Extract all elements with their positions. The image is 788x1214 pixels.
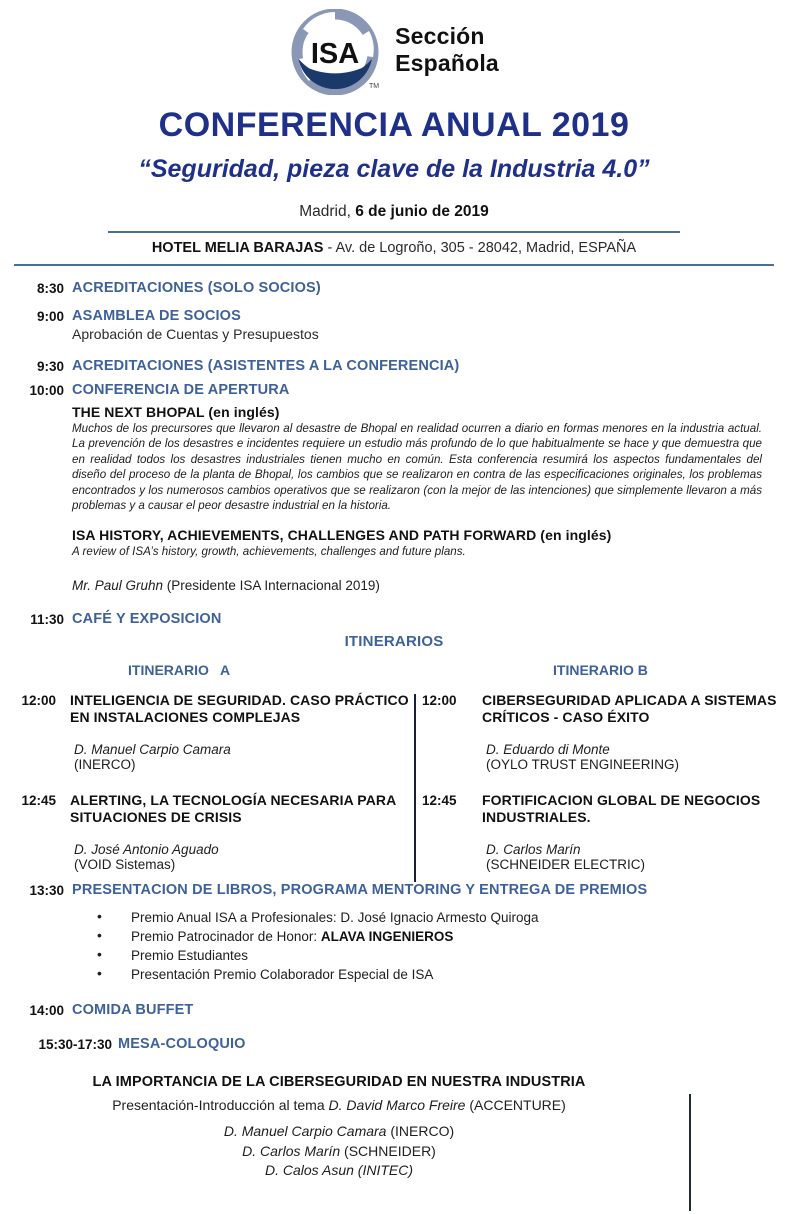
award-text: Premio Patrocinador de Honor:	[131, 929, 321, 944]
list-item	[97, 965, 788, 984]
agenda-row-0930	[0, 358, 788, 374]
itineraries-column-divider	[414, 694, 416, 882]
divider-top	[108, 231, 680, 233]
spacer	[72, 513, 772, 527]
spacer	[422, 772, 782, 792]
session-org: (SCHNEIDER ELECTRIC)	[486, 857, 646, 873]
isa-logo-icon	[289, 9, 381, 95]
opening-talks	[72, 398, 772, 593]
talk-title-isa-history: ISA HISTORY, ACHIEVEMENTS, CHALLENGES AND PATH FORWARD (en inglés)	[72, 527, 612, 544]
spacer	[0, 772, 410, 792]
agenda-time: 15:30-17:30	[38, 1037, 112, 1053]
session-title: FORTIFICACION GLOBAL DE NEGOCIOS INDUSTRIALES.	[482, 792, 761, 826]
closing-intro	[0, 1097, 788, 1113]
wordmark-line-1: Sección	[395, 23, 485, 50]
spacer	[0, 593, 788, 611]
session-time: 12:45	[422, 793, 457, 808]
panelist-org: (SCHNEIDER)	[340, 1142, 436, 1159]
panelist	[0, 1122, 678, 1141]
session-title: CIBERSEGURIDAD APLICADA A SISTEMAS CRÍTICOS - CASO ÉXITO	[482, 691, 777, 725]
brand-header	[0, 0, 788, 92]
isa-wordmark	[395, 23, 499, 80]
event-city: Madrid,	[299, 203, 356, 220]
list-item	[97, 927, 788, 946]
agenda-headline: CAFÉ Y EXPOSICION	[72, 610, 222, 627]
agenda-headline: PRESENTACION DE LIBROS, PROGRAMA MENTORING Y ENTREGA DE PREMIOS	[72, 881, 648, 898]
closing-divider	[689, 1094, 691, 1211]
agenda-time: 8:30	[36, 281, 64, 296]
page-subtitle: “Seguridad, pieza clave de la Industria 4.0”	[138, 155, 650, 183]
award-text: Premio Anual ISA a Profesionales: D. José Ignacio Armesto Quiroga	[131, 909, 539, 925]
session-speaker: D. Manuel Carpio Camara	[74, 742, 231, 757]
award-text: Presentación Premio Colaborador Especial de ISA	[131, 967, 434, 983]
closing-intro-name: D. David Marco Freire	[328, 1097, 466, 1114]
session-org: (VOID Sistemas)	[74, 857, 176, 873]
session-org: (OYLO TRUST ENGINEERING)	[486, 757, 680, 772]
agenda-headline: ASAMBLEA DE SOCIOS	[72, 308, 241, 324]
session-speaker: D. Carlos Marín	[486, 842, 581, 858]
agenda-row-0830	[0, 280, 788, 296]
panelist-name: D. Carlos Marín	[242, 1142, 341, 1159]
talk-abstract-bhopal: Muchos de los precursores que llevaron al desastre de Bhopal en realidad ocurren a diario en formas menores en la industria actual. La prevención de los desastres e incidentes requiere un estudio más profundo de lo que habitualmente se hace y que demuestra que en realidad todos los desastres industriales tienen mucho en común. Esta conferencia resumirá los aspectos fundamentales del diseño del proceso de la planta de Bhopal, los cambios que se realizaron en contra de las especificaciones originales, los problemas encontrados y los numerosos cambios operativos que se realizaron (con la mejor de las intenciones) que simplemente llevaron a más problemas y a causar el peor desastre industrial en la historia.	[72, 422, 762, 513]
panelist-name: D. Calos Asun (INITEC)	[264, 1162, 414, 1179]
agenda-time: 9:30	[36, 359, 64, 374]
awards-list	[0, 908, 788, 985]
spacer	[0, 1018, 788, 1036]
agenda-headline: ACREDITACIONES (SOLO SOCIOS)	[72, 280, 321, 296]
panelist	[0, 1161, 678, 1180]
panelist	[0, 1142, 678, 1161]
session-a-1245	[0, 792, 410, 872]
agenda-headline: ACREDITACIONES (ASISTENTES A LA CONFERENCIA)	[72, 358, 460, 374]
agenda-headline: COMIDA BUFFET	[72, 1002, 194, 1019]
opening-speaker	[72, 578, 772, 593]
award-text: Premio Estudiantes	[131, 948, 249, 964]
panelists-list	[0, 1122, 788, 1180]
agenda-time: 9:00	[36, 309, 64, 324]
opening-speaker-role: (Presidente ISA Internacional 2019)	[163, 577, 380, 593]
agenda-row-1130	[0, 611, 788, 627]
closing-intro-suffix: (ACCENTURE)	[465, 1097, 566, 1114]
session-speaker: D. José Antonio Aguado	[74, 842, 219, 858]
svg-text:TM: TM	[369, 83, 380, 90]
itineraries-column-headers	[0, 662, 788, 686]
agenda-row-1000	[0, 382, 788, 398]
list-item	[97, 946, 788, 965]
itinerary-b-header: ITINERARIO B	[553, 661, 648, 678]
session-a-1200	[0, 692, 410, 772]
spacer	[0, 984, 788, 1002]
spacer	[72, 560, 772, 578]
agenda-headline: MESA-COLOQUIO	[118, 1036, 246, 1053]
closing-title: LA IMPORTANCIA DE LA CIBERSEGURIDAD EN NUESTRA INDUSTRIA	[92, 1074, 586, 1091]
agenda-time: 14:00	[29, 1003, 64, 1019]
session-title: ALERTING, LA TECNOLOGÍA NECESARIA PARA SITUACIONES DE CRISIS	[70, 792, 396, 826]
divider-bottom	[14, 264, 774, 266]
spacer	[0, 374, 788, 382]
agenda-row-1330	[0, 882, 788, 898]
panelist-name: D. Manuel Carpio Camara	[223, 1123, 387, 1140]
agenda-subline: Aprobación de Cuentas y Presupuestos	[72, 326, 319, 342]
closing-panel	[0, 1074, 788, 1214]
panelist-org: (INERCO)	[386, 1123, 455, 1140]
itinerary-b-column	[422, 692, 782, 872]
itinerary-a-column	[0, 692, 410, 872]
agenda-time: 10:00	[29, 383, 64, 398]
opening-speaker-name: Mr. Paul Gruhn	[72, 577, 164, 593]
session-time: 12:00	[21, 692, 56, 708]
svg-text:ISA: ISA	[310, 38, 360, 70]
venue-address: - Av. de Logroño, 305 - 28042, Madrid, ESPAÑA	[323, 240, 637, 256]
spacer	[0, 342, 788, 358]
closing-intro-prefix: Presentación-Introducción al tema	[112, 1097, 329, 1114]
session-time: 12:00	[422, 692, 457, 708]
session-b-1245	[422, 792, 782, 872]
venue-name: HOTEL MELIA BARAJAS	[151, 240, 324, 256]
session-title: INTELIGENCIA DE SEGURIDAD. CASO PRÁCTICO EN INSTALACIONES COMPLEJAS	[70, 691, 409, 725]
spacer	[0, 296, 788, 308]
agenda-time: 11:30	[30, 611, 64, 627]
session-time: 12:45	[21, 793, 56, 808]
itineraries-title: ITINERARIOS	[344, 632, 444, 650]
agenda-headline: CONFERENCIA DE APERTURA	[72, 382, 290, 398]
talk-abstract-isa-history: A review of ISA’s history, growth, achievements, challenges and future plans.	[72, 545, 466, 559]
event-date	[0, 203, 788, 221]
agenda-row-0900	[0, 308, 788, 342]
venue-line	[0, 240, 788, 256]
award-sponsor: ALAVA INGENIEROS	[320, 929, 454, 944]
agenda-time: 13:30	[29, 882, 64, 898]
agenda-row-1530	[0, 1036, 788, 1052]
list-item	[97, 908, 788, 927]
itineraries-grid	[0, 692, 788, 882]
itinerary-a-header: ITINERARIO A	[128, 661, 231, 678]
page-title: CONFERENCIA ANUAL 2019	[158, 106, 630, 144]
wordmark-line-2: Española	[395, 50, 499, 76]
agenda	[0, 280, 788, 1214]
event-date-value: 6 de junio de 2019	[355, 203, 489, 220]
session-org: (INERCO)	[74, 757, 136, 772]
talk-title-bhopal: THE NEXT BHOPAL (en inglés)	[72, 404, 280, 420]
agenda-row-1400	[0, 1002, 788, 1018]
session-b-1200	[422, 692, 782, 772]
session-speaker: D. Eduardo di Monte	[486, 742, 610, 757]
